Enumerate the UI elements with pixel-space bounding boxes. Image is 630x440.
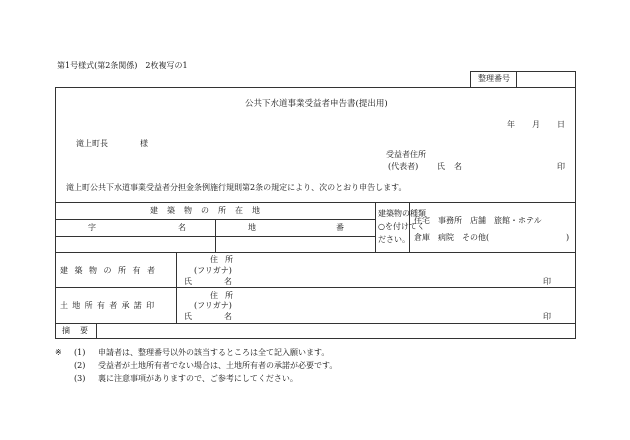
landowner-input-area[interactable] — [240, 288, 530, 322]
beneficiary-rep-label: (代表者) — [388, 162, 419, 171]
note-3-num: (3) — [74, 374, 86, 383]
ref-number-label: 整理番号 — [478, 74, 510, 83]
statement-text: 滝上町公共下水道事業受益者分担金条例施行規則第2条の規定により、次のとおり申告します。 — [66, 183, 407, 192]
owner-address-label: 住所 — [210, 255, 240, 264]
remarks-label: 摘要 — [62, 326, 98, 335]
addressee-honorific: 様 — [140, 139, 148, 148]
building-type-label-2: ○を付けてく — [378, 222, 425, 231]
note-1-num: (1) — [74, 348, 86, 357]
building-type-options-1[interactable]: 住宅 事務所 店舗 旅館・ホテル — [414, 216, 542, 225]
landowner-address-label: 住所 — [210, 291, 240, 300]
owner-label: 建築物の所有者 — [60, 266, 162, 275]
landowner-name-label: 氏名 — [184, 312, 264, 321]
owner-name-label: 氏名 — [184, 277, 264, 286]
date-year-label: 年 — [507, 120, 515, 129]
section-line-top — [55, 202, 576, 203]
note-1-text: 申請者は、整理番号以外の該当するところは全て記入願います。 — [98, 348, 330, 357]
landowner-label: 土地所有者承諾印 — [60, 301, 159, 310]
remarks-field[interactable] — [97, 324, 575, 338]
location-col-ban: 番 — [336, 223, 344, 232]
owner-seal: 印 — [543, 277, 551, 286]
note-2-num: (2) — [74, 361, 86, 370]
building-type-label-1: 建築物の種類 — [378, 209, 426, 218]
location-col-aza: 字 — [88, 223, 96, 232]
location-type-divider — [375, 202, 376, 252]
building-location-header: 建築物の所在地 — [150, 206, 269, 215]
ref-number-field[interactable] — [517, 72, 575, 87]
note-3-text: 裏に注意事項がありますので、ご参考にしてください。 — [98, 374, 298, 383]
landowner-furigana-label: (フリガナ) — [194, 301, 232, 310]
beneficiary-name-label: 氏名 — [437, 162, 471, 171]
location-col-mei: 名 — [178, 223, 186, 232]
beneficiary-address-label: 受益者住所 — [386, 150, 426, 159]
form-title: 公共下水道事業受益者申告書(提出用) — [245, 99, 388, 109]
landowner-seal: 印 — [543, 312, 551, 321]
notes-marker: ※ — [55, 348, 62, 357]
beneficiary-seal: 印 — [557, 162, 565, 171]
building-type-options-2[interactable]: 倉庫 病院 その他( — [414, 233, 490, 242]
location-col-chi: 地 — [248, 223, 256, 232]
note-2-text: 受益者が土地所有者でない場合は、土地所有者の承諾が必要です。 — [98, 361, 338, 370]
location-aza-field[interactable] — [56, 237, 214, 251]
building-type-options-close: ) — [566, 233, 570, 242]
owner-input-area[interactable] — [240, 253, 530, 286]
date-month-label: 月 — [532, 120, 540, 129]
location-chiban-field[interactable] — [216, 237, 374, 251]
date-day-label: 日 — [557, 120, 565, 129]
addressee-name: 滝上町長 — [76, 139, 108, 148]
owner-furigana-label: (フリガナ) — [194, 266, 232, 275]
form-number: 第1号様式(第2条関係) 2枚複写の1 — [57, 61, 188, 70]
building-type-label-3: ださい。 — [378, 235, 410, 244]
